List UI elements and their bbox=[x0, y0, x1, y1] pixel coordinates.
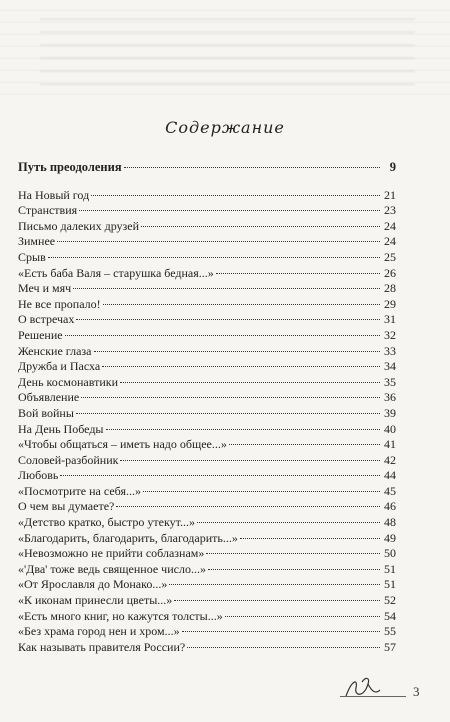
toc-entry-title: День космонавтики bbox=[18, 374, 119, 389]
dot-leader bbox=[116, 506, 380, 507]
dot-leader bbox=[102, 366, 380, 367]
toc-entry-title: О встречах bbox=[18, 312, 75, 327]
toc-entry bbox=[18, 531, 396, 547]
dot-leader bbox=[143, 491, 380, 492]
toc-entry-page: 48 bbox=[384, 515, 396, 530]
toc-entry bbox=[18, 359, 396, 375]
dot-leader bbox=[216, 273, 380, 274]
toc-entry bbox=[18, 609, 396, 625]
toc-entry bbox=[18, 390, 396, 406]
dot-leader bbox=[76, 319, 380, 320]
toc-entry bbox=[18, 281, 396, 297]
toc-entry-title: «Благодарить, благодарить, благодарить...» bbox=[18, 530, 238, 545]
toc-entry bbox=[18, 546, 396, 562]
toc-entry-title: На День Победы bbox=[18, 421, 104, 436]
dot-leader bbox=[65, 335, 380, 336]
toc-entry-title: Вой войны bbox=[18, 405, 74, 420]
toc-entry bbox=[18, 297, 396, 313]
footer-rule bbox=[340, 696, 406, 697]
toc-entry bbox=[18, 468, 396, 484]
toc-entry-page: 57 bbox=[384, 639, 396, 654]
dot-leader bbox=[60, 475, 380, 476]
toc-entry-title: «Детство кратко, быстро утекут...» bbox=[18, 515, 195, 530]
dot-leader bbox=[169, 584, 380, 585]
toc-entry bbox=[18, 484, 396, 500]
toc-entry bbox=[18, 203, 396, 219]
dot-leader bbox=[229, 444, 380, 445]
page-number: 3 bbox=[413, 684, 420, 699]
toc-entry-page: 24 bbox=[384, 234, 396, 249]
toc-entry-title: О чем вы думаете? bbox=[18, 499, 115, 514]
toc-entry bbox=[18, 499, 396, 515]
toc-entry bbox=[18, 640, 396, 656]
dot-leader bbox=[48, 257, 380, 258]
toc-entry-title: Путь преодоления bbox=[18, 160, 122, 174]
dot-leader bbox=[103, 304, 380, 305]
toc-entry-title: «Посмотрите на себя...» bbox=[18, 483, 141, 498]
toc-entry bbox=[18, 160, 396, 176]
table-of-contents bbox=[18, 160, 396, 655]
toc-entry-page: 28 bbox=[384, 281, 396, 296]
toc-entry-title: «Чтобы общаться – иметь надо общее...» bbox=[18, 437, 227, 452]
dot-leader bbox=[206, 553, 380, 554]
toc-entry bbox=[18, 422, 396, 438]
dot-leader bbox=[81, 397, 380, 398]
dot-leader bbox=[187, 647, 380, 648]
toc-entry-page: 52 bbox=[384, 593, 396, 608]
toc-entry-title: Меч и мяч bbox=[18, 281, 72, 296]
toc-entry-title: Не все пропало! bbox=[18, 296, 101, 311]
flourish-icon bbox=[342, 674, 382, 704]
dot-leader bbox=[240, 538, 380, 539]
dot-leader bbox=[141, 226, 380, 227]
toc-entry-page: 34 bbox=[384, 359, 396, 374]
toc-entry bbox=[18, 406, 396, 422]
dot-leader bbox=[73, 288, 380, 289]
toc-entry-page: 54 bbox=[384, 608, 396, 623]
page-footer bbox=[340, 672, 440, 712]
dot-leader bbox=[76, 413, 380, 414]
toc-entry-page: 46 bbox=[384, 499, 396, 514]
toc-entry bbox=[18, 593, 396, 609]
toc-entry-page: 36 bbox=[384, 390, 396, 405]
toc-entry-title: «От Ярославля до Монако...» bbox=[18, 577, 168, 592]
toc-entry bbox=[18, 375, 396, 391]
bleed-through-text bbox=[0, 0, 450, 100]
toc-entry-title: «Есть много книг, но кажутся толсты...» bbox=[18, 608, 223, 623]
toc-entry-page: 26 bbox=[384, 265, 396, 280]
dot-leader bbox=[57, 241, 380, 242]
dot-leader bbox=[197, 522, 380, 523]
toc-entry-title: «'Два' тоже ведь священное число...» bbox=[18, 561, 206, 576]
toc-entry-page: 23 bbox=[384, 203, 396, 218]
toc-entry-page: 31 bbox=[384, 312, 396, 327]
toc-entry-page: 40 bbox=[384, 421, 396, 436]
toc-entry-page: 51 bbox=[384, 561, 396, 576]
toc-entry-title: Любовь bbox=[18, 468, 59, 483]
dot-leader bbox=[91, 195, 380, 196]
toc-entry bbox=[18, 312, 396, 328]
toc-entry-title: «К иконам принесли цветы...» bbox=[18, 593, 173, 608]
toc-entry-page: 49 bbox=[384, 530, 396, 545]
dot-leader bbox=[120, 460, 380, 461]
dot-leader bbox=[79, 210, 380, 211]
toc-entry-page: 35 bbox=[384, 374, 396, 389]
toc-entry bbox=[18, 344, 396, 360]
dot-leader bbox=[208, 569, 380, 570]
toc-entry-page: 39 bbox=[384, 405, 396, 420]
toc-entry-page: 21 bbox=[384, 187, 396, 202]
toc-entry bbox=[18, 577, 396, 593]
toc-entry bbox=[18, 624, 396, 640]
toc-entry-title: Срыв bbox=[18, 249, 46, 264]
toc-entry-page: 9 bbox=[389, 160, 396, 174]
dot-leader bbox=[106, 429, 381, 430]
toc-entry-title: Как называть правителя России? bbox=[18, 639, 186, 654]
dot-leader bbox=[120, 382, 380, 383]
toc-entry bbox=[18, 250, 396, 266]
dot-leader bbox=[174, 600, 380, 601]
toc-entry-title: Соловей-разбойник bbox=[18, 452, 119, 467]
toc-entry-page: 44 bbox=[384, 468, 396, 483]
toc-entry bbox=[18, 266, 396, 282]
toc-entry-page: 24 bbox=[384, 218, 396, 233]
toc-entry bbox=[18, 437, 396, 453]
toc-entry-page: 55 bbox=[384, 624, 396, 639]
toc-entry bbox=[18, 562, 396, 578]
dot-leader bbox=[225, 616, 380, 617]
toc-entry-page: 50 bbox=[384, 546, 396, 561]
toc-entry-page: 41 bbox=[384, 437, 396, 452]
toc-entry-page: 25 bbox=[384, 249, 396, 264]
toc-entry-title: Странствия bbox=[18, 203, 78, 218]
page-title: Содержание bbox=[165, 118, 285, 137]
dot-leader bbox=[182, 631, 380, 632]
toc-entry-title: Дружба и Пасха bbox=[18, 359, 101, 374]
toc-entry bbox=[18, 188, 396, 204]
toc-entry bbox=[18, 219, 396, 235]
toc-entry-page: 45 bbox=[384, 483, 396, 498]
toc-entry-title: «Невозможно не прийти соблазнам» bbox=[18, 546, 205, 561]
toc-entry bbox=[18, 234, 396, 250]
dot-leader bbox=[94, 351, 381, 352]
toc-entry-title: «Без храма город нен и хром...» bbox=[18, 624, 180, 639]
toc-entry-title: «Есть баба Валя – старушка бедная...» bbox=[18, 265, 214, 280]
toc-entry-page: 32 bbox=[384, 327, 396, 342]
toc-entry-title: Письмо далеких друзей bbox=[18, 218, 140, 233]
toc-entry-title: На Новый год bbox=[18, 187, 90, 202]
toc-entry bbox=[18, 328, 396, 344]
toc-entry bbox=[18, 515, 396, 531]
toc-entry-page: 42 bbox=[384, 452, 396, 467]
toc-entry-title: Женские глаза bbox=[18, 343, 92, 358]
toc-entry-page: 29 bbox=[384, 296, 396, 311]
toc-entry-title: Решение bbox=[18, 327, 63, 342]
dot-leader bbox=[124, 167, 380, 168]
toc-entry-title: Зимнее bbox=[18, 234, 56, 249]
toc-entry-page: 51 bbox=[384, 577, 396, 592]
toc-entry-title: Объявление bbox=[18, 390, 80, 405]
toc-entry bbox=[18, 453, 396, 469]
toc-entry-page: 33 bbox=[384, 343, 396, 358]
